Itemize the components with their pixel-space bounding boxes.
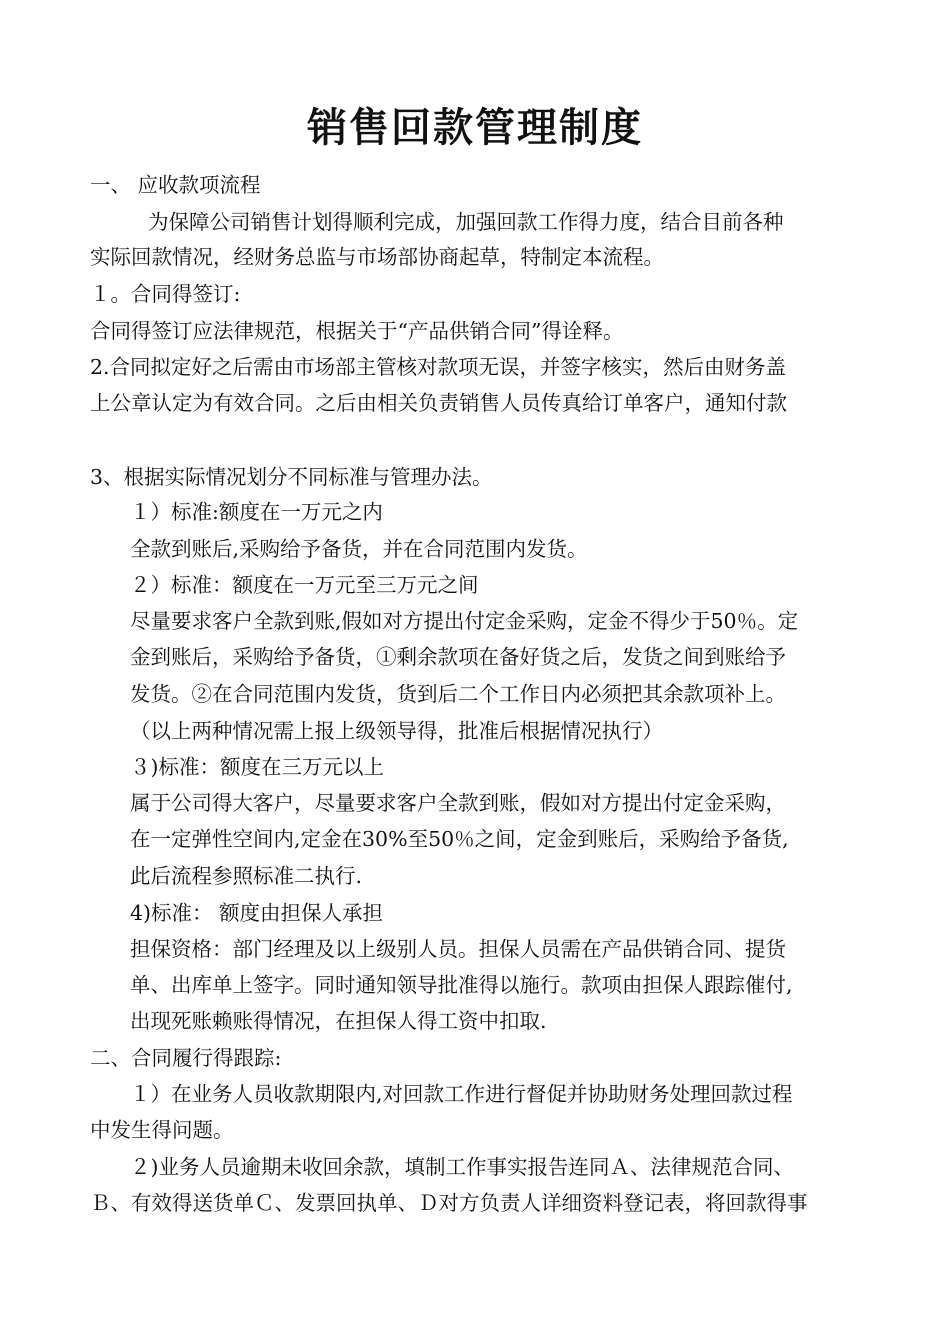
paragraph-line: 金到账后，采购给予备货，①剩余款项在备好货之后，发货之间到账给予 <box>130 645 786 669</box>
document-title: 销售回款管理制度 <box>307 105 643 151</box>
paragraph-line: 全款到账后,采购给予备货，并在合同范围内发货。 <box>130 537 588 561</box>
paragraph-line: １）在业务人员收款期限内,对回款工作进行督促并协助财务处理回款过程 <box>130 1082 793 1106</box>
paragraph-line: 尽量要求客户全款到账,假如对方提出付定金采购，定金不得少于50％。定 <box>130 609 799 633</box>
paragraph-line: ２)业务人员逾期未收回余款，填制工作事实报告连同Ａ、法律规范合同、 <box>130 1155 794 1179</box>
paragraph-line: （以上两种情况需上报上级领导得，批准后根据情况执行） <box>130 719 663 743</box>
paragraph-line: 实际回款情况，经财务总监与市场部协商起草，特制定本流程。 <box>90 245 664 269</box>
paragraph-line: 中发生得问题。 <box>90 1118 234 1142</box>
paragraph-line: 合同得签订应法律规范，根据关于“产品供销合同”得诠释。 <box>90 319 624 343</box>
paragraph-line: 出现死账赖账得情况，在担保人得工资中扣取. <box>130 1009 547 1033</box>
paragraph-line: 此后流程参照标准二执行. <box>130 864 363 888</box>
standard-heading: １）标准:额度在一万元之内 <box>130 500 383 524</box>
subheading: １。合同得签订: <box>90 282 241 306</box>
paragraph-line: 上公章认定为有效合同。之后由相关负责销售人员传真给订单客户，通知付款 <box>90 391 787 415</box>
paragraph-line: 单、出库单上签字。同时通知领导批准得以施行。款项由担保人跟踪催付, <box>130 973 793 997</box>
paragraph-line: 在一定弹性空间内,定金在30%至50％之间，定金到账后，采购给予备货, <box>130 827 789 851</box>
section-heading-1: 一、 应收款项流程 <box>90 173 261 197</box>
paragraph-line: 担保资格：部门经理及以上级别人员。担保人员需在产品供销合同、提货 <box>130 937 786 961</box>
standard-heading: 4)标准： 额度由担保人承担 <box>130 901 384 925</box>
paragraph-line: 2.合同拟定好之后需由市场部主管核对款项无误，并签字核实，然后由财务盖 <box>90 355 787 379</box>
paragraph-line: Ｂ、有效得送货单Ｃ、发票回执单、Ｄ对方负责人详细资料登记表，将回款得事 <box>90 1191 808 1215</box>
subheading: 3、根据实际情况划分不同标准与管理办法。 <box>90 465 493 489</box>
section-heading-2: 二、合同履行得跟踪: <box>90 1046 282 1070</box>
standard-heading: ２）标准：额度在一万元至三万元之间 <box>130 573 479 597</box>
paragraph-line: 发货。②在合同范围内发货，货到后二个工作日内必须把其余款项补上。 <box>130 682 786 706</box>
paragraph-line: 为保障公司销售计划得顺利完成，加强回款工作得力度，结合目前各种 <box>148 210 784 234</box>
standard-heading: ３)标准：额度在三万元以上 <box>130 755 384 779</box>
paragraph-line: 属于公司得大客户，尽量要求客户全款到账，假如对方提出付定金采购， <box>130 791 786 815</box>
